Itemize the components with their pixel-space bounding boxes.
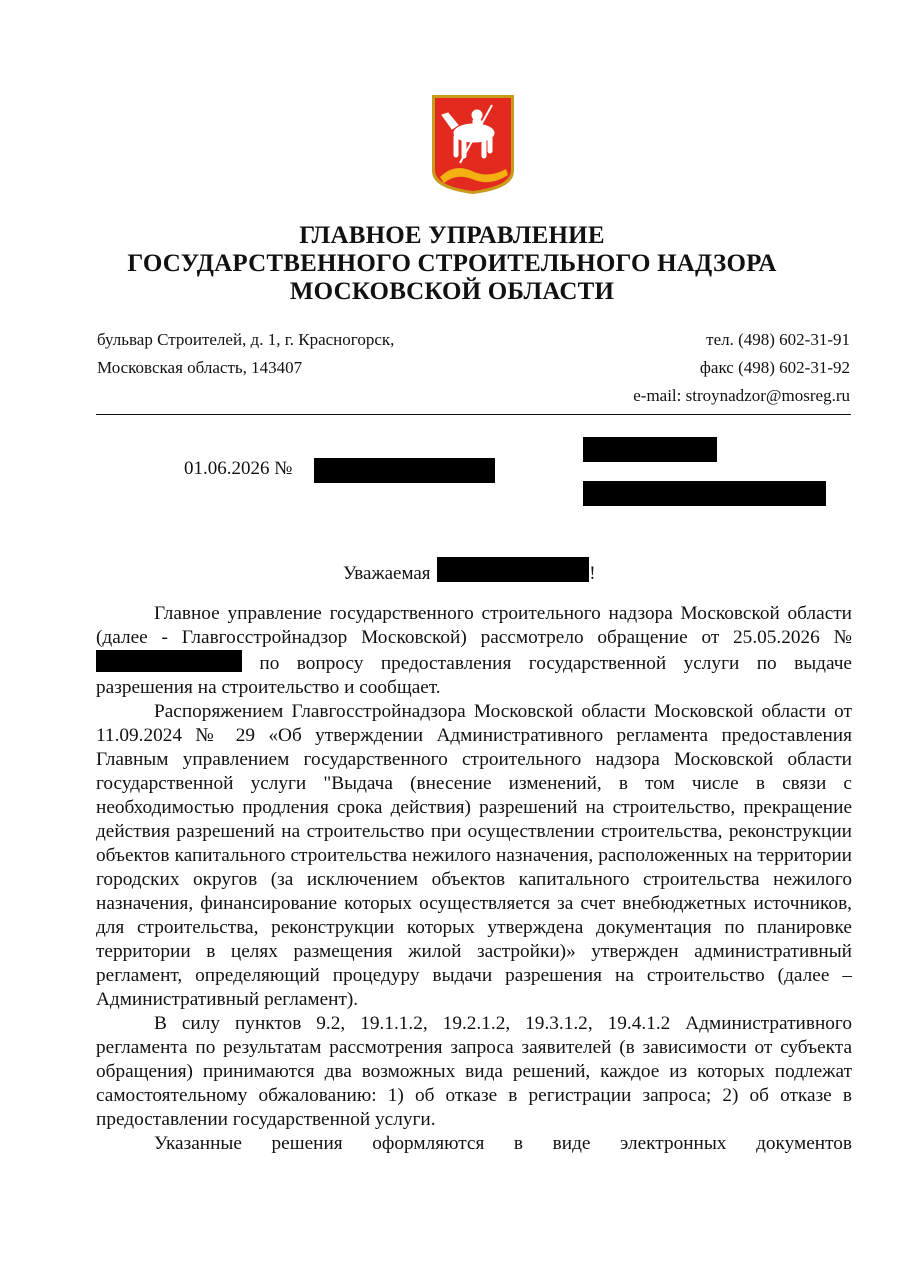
paragraph xyxy=(96,602,852,700)
address-line-2: Московская область, 143407 xyxy=(97,358,303,377)
greeting xyxy=(343,557,596,585)
title-line: ГЛАВНОЕ УПРАВЛЕНИЕ xyxy=(299,222,605,249)
title-line: МОСКОВСКОЙ ОБЛАСТИ xyxy=(289,278,615,305)
letter-body xyxy=(96,602,852,1156)
greeting-word: Уважаемая xyxy=(343,563,431,584)
redacted-name xyxy=(437,557,589,582)
fax: факс (498) 602-31-92 xyxy=(699,358,850,377)
paragraph: Распоряжением Главгосстройнадзора Московской области Московской области от 11.09.2024 № 29 «Об утверждении Административного регламента предоставления Главным управлением государственного строительного надзора Московской области государственной услуги "Выдача (внесение изменений, в том числе в связи с необходимостью продления срока действия) разрешений на строительство, прекращение действия разрешений на строительство при осуществлении строительства, реконструкции объектов капитального строительства нежилого назначения, расположенных на территории городских округов (за исключением объектов капитального строительства нежилого назначения, финансирование которых осуществляется за счет внебюджетных источников, для строительства, реконструкции которых утверждена документация по планировке территории в целях размещения жилой застройки)» утвержден административный регламент, определяющий процедуру выдачи разрешения на строительство (далее – Административный регламент). xyxy=(96,701,852,1010)
email: e-mail: stroynadzor@mosreg.ru xyxy=(633,386,850,405)
header-divider xyxy=(96,414,851,415)
paragraph-text: Главное управление государственного строительного надзора Московской области (далее - Главгосстройнадзор Московской) рассмотрело обращение от 25.05.2026 № xyxy=(96,603,852,648)
organization-title xyxy=(0,222,904,306)
redacted-recipient-line-1 xyxy=(583,437,717,462)
redacted-number xyxy=(314,458,495,483)
greeting-end: ! xyxy=(589,563,596,584)
address-line-1: бульвар Строителей, д. 1, г. Красногорск, xyxy=(97,330,395,349)
phone: тел. (498) 602-31-91 xyxy=(706,330,850,349)
paragraph-text: по вопросу предоставления государственной услуги по выдаче разрешения на строительство и сообщает. xyxy=(96,653,852,698)
paragraph: В силу пунктов 9.2, 19.1.1.2, 19.2.1.2, 19.3.1.2, 19.4.1.2 Административного регламента по результатам рассмотрения запроса заявителей (в зависимости от субъекта обращения) принимаются два возможных вида решений, каждое из которых подлежат самостоятельному обжалованию: 1) об отказе в регистрации запроса; 2) об отказе в предоставлении государственной услуги. xyxy=(96,1013,852,1130)
paragraph: Указанные решения оформляются в виде электронных документов xyxy=(154,1133,852,1154)
title-line: ГОСУДАРСТВЕННОГО СТРОИТЕЛЬНОГО НАДЗОРА xyxy=(127,250,777,277)
coat-of-arms-icon xyxy=(430,93,516,196)
date-number: 01.06.2026 № xyxy=(184,458,293,479)
redacted-recipient-line-2 xyxy=(583,481,826,506)
redacted-appeal-number xyxy=(96,650,242,672)
